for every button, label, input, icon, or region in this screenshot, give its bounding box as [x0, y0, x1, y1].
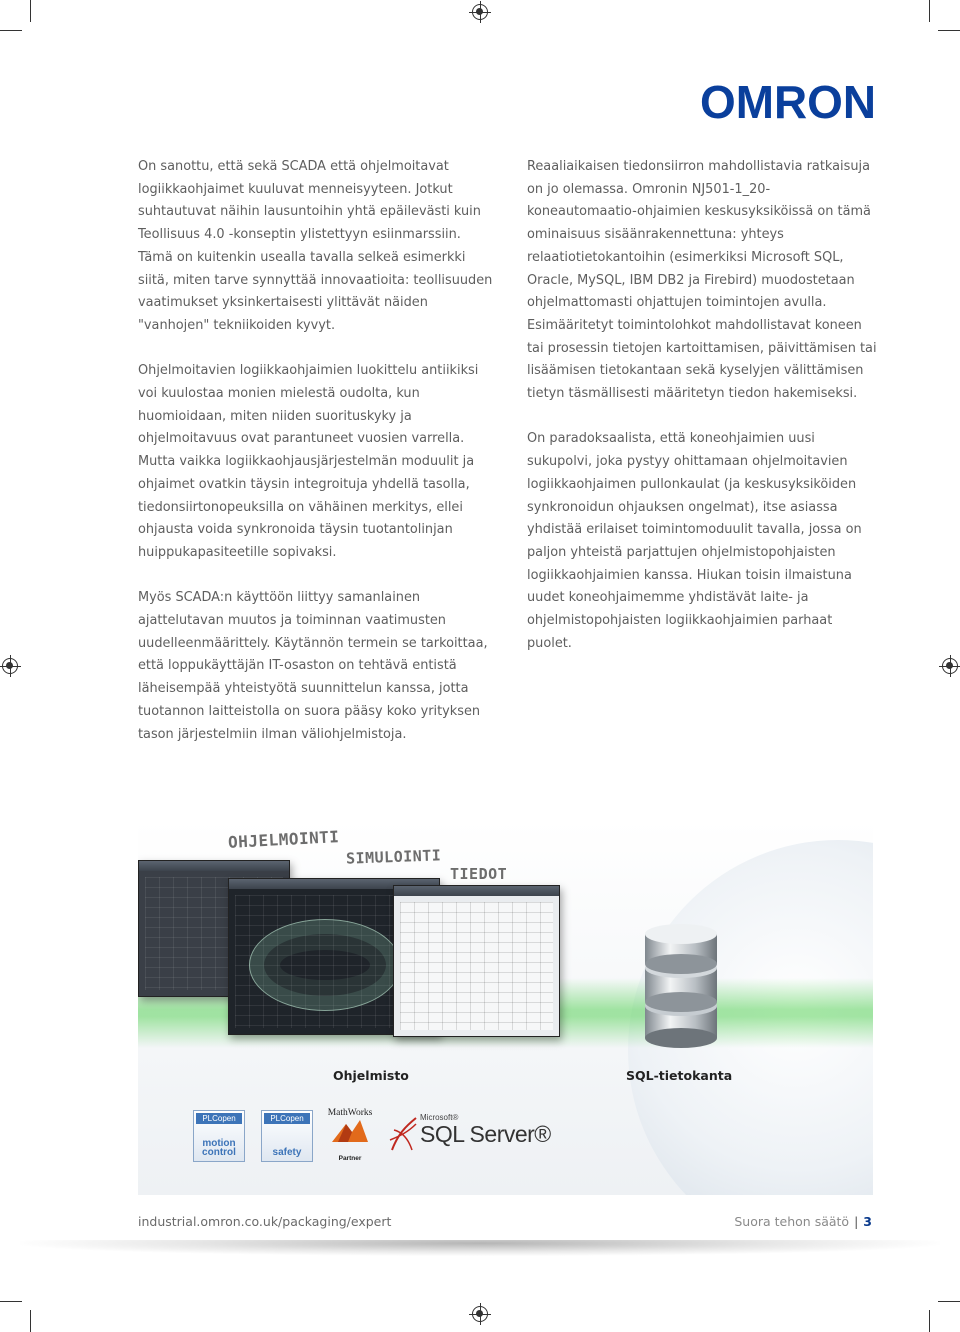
crop-mark — [30, 1310, 31, 1332]
3d-mesh-graphic — [249, 919, 401, 1011]
plcopen-control-text: control — [202, 1147, 236, 1158]
section-title: Suora tehon säätö — [734, 1214, 850, 1229]
paragraph: On sanottu, että sekä SCADA että ohjelmoitavat logiikkaohjaimet kuuluvat menneisyyteen. Jotkut suhtautuvat näihin lausuntoihin yhtä epäilevästi kuin Teollisuus 4.0 -konseptin ylistettyyn esiinmarssiin. Tämä on kuitenkin usealla tavalla selkeä esimerkki siitä, miten tarve synnyttää innovaatioita: teollisuuden vaatimukset yksinkertaisesti ylittävät näiden "vanhojen" tekniikoiden kyvyt. — [138, 159, 493, 333]
data-screen — [393, 885, 560, 1037]
mathworks-partner-text: Partner — [338, 1155, 362, 1162]
caption-software: Ohjelmisto — [333, 1068, 409, 1083]
registration-mark-icon — [472, 4, 488, 20]
paragraph: Reaaliaikaisen tiedonsiirron mahdollistavia ratkaisuja on jo olemassa. Omronin NJ501-1_20-koneautomaatio-ohjaimien keskusyksiköissä on tämä ominaisuus sisäänrakennettuna: yhteys relaatiotietokantoihin (esimerkiksi Microsoft SQL, Oracle, MySQL, IBM DB2 ja Firebird) muodostetaan ohjelmattomasti ohjattujen toimintojen avulla. Esimääritetyt toimintolohkot mahdollistavat koneen tai prosessin tietojen kartoittamisen, päivittämisen tai lisäämisen tietokantaan sekä kyselyjen välittämisen tietyn täsmällisesti määritetyn tiedon hakemiseksi. — [527, 159, 877, 402]
crop-mark — [30, 0, 31, 22]
paragraph: On paradoksaalista, että koneohjaimien uusi sukupolvi, joka pystyy ohittamaan ohjelmoitavien logiikkaohjaimen pullonkaulat (ja keskusyksiköiden synkronoidun ohjauksen ongelmat), itse asiassa yhdistää erilaiset toimintomoduulit tavalla, jossa on paljon yhteistä parjattujen ohjelmistopohjaisten logiikkaohjaimien kanssa. Hiukan toisin ilmaistuna uudet koneohjaimemme yhdistävät laite- ja ohjelmistopohjaisten logiikkaohjaimien parhaat puolet. — [527, 431, 862, 651]
mathworks-partner-logo — [324, 1108, 376, 1162]
label-data: TIEDOT — [450, 865, 508, 883]
plcopen-header: PLCopen — [264, 1113, 310, 1124]
plcopen-header: PLCopen — [196, 1113, 242, 1124]
footer-section — [734, 1214, 872, 1229]
plcopen-motion-logo — [193, 1110, 245, 1162]
paragraph: Ohjelmoitavien logiikkaohjaimien luokittelu antiikiksi voi kuulostaa monien mielestä oudolta, kun huomioidaan, miten niiden suorituskyky ja ohjelmoitavuus ovat parantuneet vuosien varrella. Mutta vaikka logiikkaohjausjärjestelmän moduulit ja ohjaimet ovatkin täysin integroituja yhdellä tasolla, tiedonsiirtonopeuksilla on vähäinen merkitys, ellei ohjausta voida synkronoida täysin tuotantolinjan huippukapasiteetille sopivaksi. — [138, 363, 479, 560]
registration-mark-icon — [472, 1306, 488, 1322]
sql-server-text: SQL Server® — [420, 1121, 551, 1147]
registration-mark-icon — [942, 658, 958, 674]
registration-mark-icon — [2, 658, 18, 674]
plcopen-safety-logo — [261, 1110, 313, 1162]
plcopen-motion-text: motion — [202, 1138, 236, 1149]
crop-mark — [929, 0, 930, 22]
footer-url: industrial.omron.co.uk/packaging/expert — [138, 1214, 392, 1229]
microsoft-text: Microsoft® — [420, 1113, 459, 1122]
plcopen-safety-text: safety — [272, 1147, 302, 1158]
caption-database: SQL-tietokanta — [626, 1068, 733, 1083]
footer-shadow-rule — [20, 1240, 940, 1256]
omron-logo — [700, 78, 876, 124]
crop-mark — [929, 1310, 930, 1332]
logo-text: OMRON — [700, 78, 876, 124]
label-simulation: SIMULOINTI — [345, 846, 442, 868]
crop-mark — [938, 30, 960, 31]
paragraph: Myös SCADA:n käyttöön liittyy samanlainen ajattelutavan muutos ja toiminnan vaatimusten uudelleenmäärittely. Käytännön termein se tarkoittaa, että loppukäyttäjän IT-osaston on tehtävä entistä läheisempää yhteistyötä suunnittelun kanssa, jotta tuotannon laitteistolla on suora pääsy koko yrityksen tason järjestelmiin ilman väliohjelmistoja. — [138, 590, 488, 742]
mathworks-membrane-icon — [330, 1118, 370, 1144]
label-programming: OHJELMOINTI — [227, 827, 340, 852]
sql-server-logo — [388, 1112, 551, 1156]
footer-separator: | — [854, 1214, 859, 1229]
crop-mark — [0, 1301, 22, 1302]
sql-server-icon — [388, 1114, 418, 1154]
page-number: 3 — [863, 1214, 872, 1229]
crop-mark — [938, 1301, 960, 1302]
database-icon — [643, 920, 719, 1050]
left-column — [138, 156, 498, 769]
software-database-illustration — [138, 820, 873, 1195]
crop-mark — [0, 30, 22, 31]
right-column — [527, 156, 877, 678]
mathworks-name: MathWorks — [327, 1108, 373, 1118]
